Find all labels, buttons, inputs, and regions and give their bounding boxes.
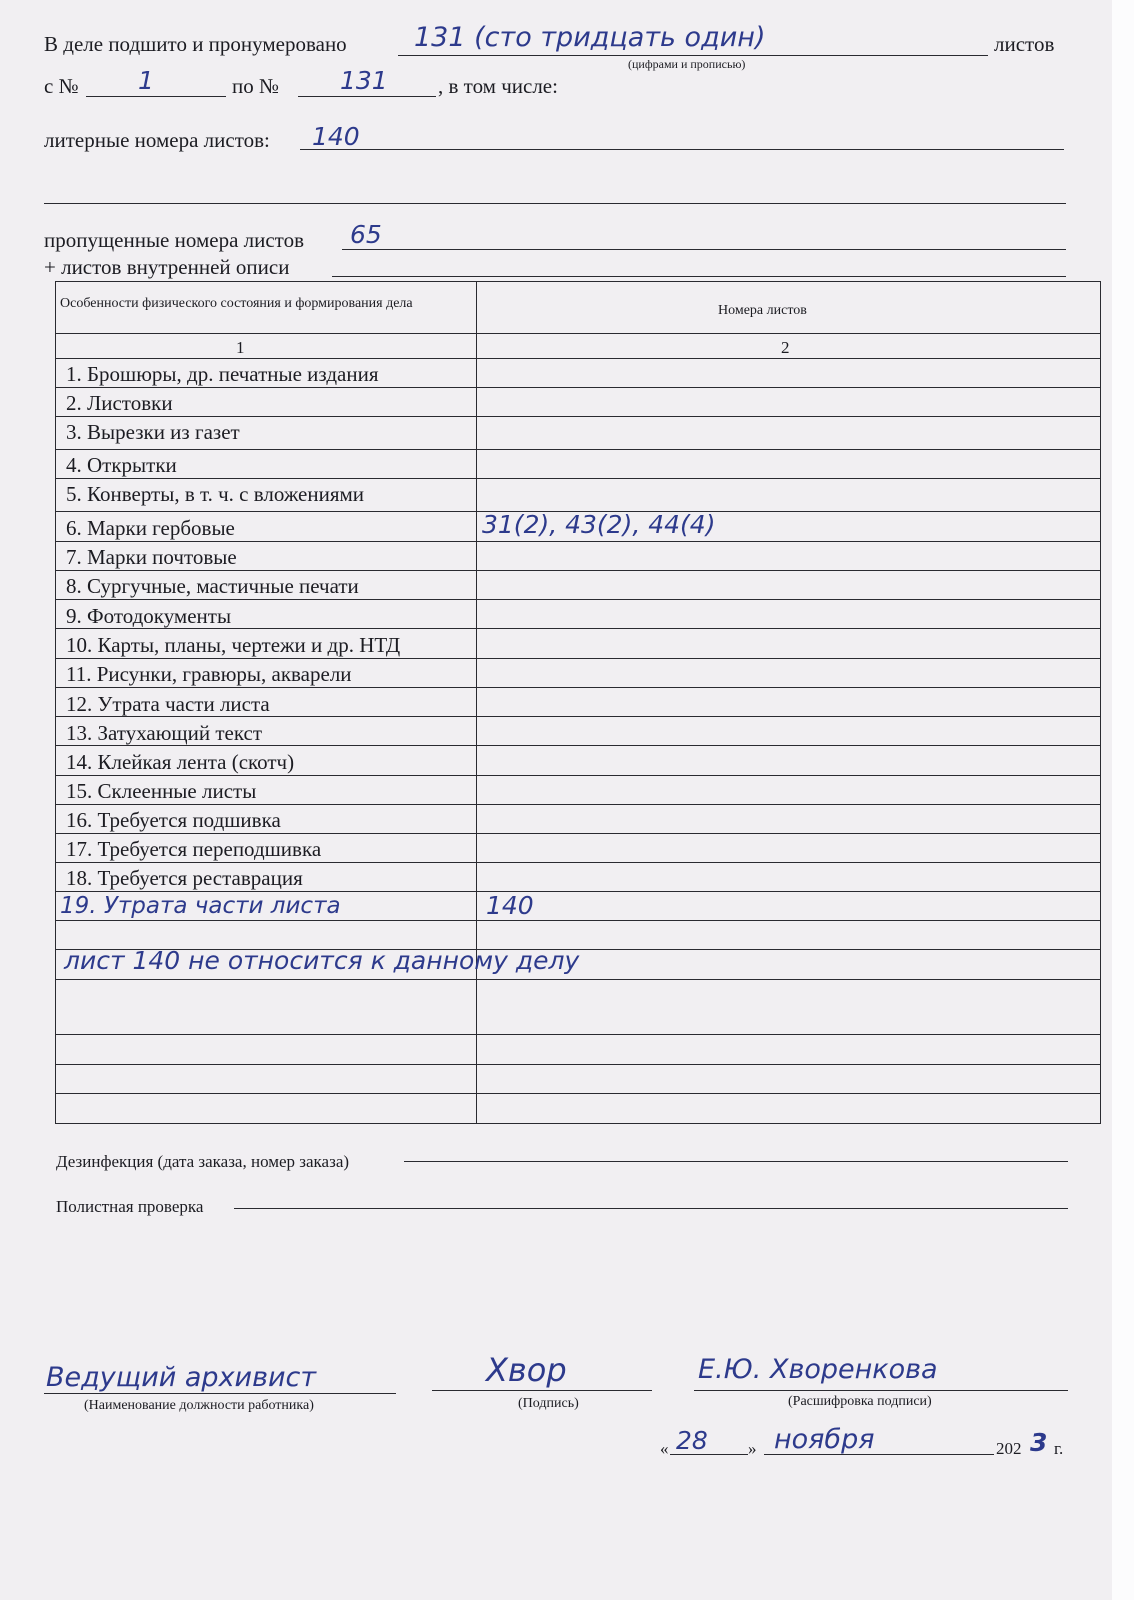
quote-open: «	[660, 1439, 669, 1458]
table-rule	[55, 449, 1101, 450]
note-text: лист 140 не относится к данному делу	[64, 946, 580, 975]
table-rule	[55, 1034, 1101, 1035]
from-label: с №	[44, 74, 79, 98]
to-underline	[298, 96, 436, 97]
table-rule	[55, 862, 1101, 863]
table-rule	[55, 687, 1101, 688]
table-row-label: 12. Утрата части листа	[66, 692, 270, 716]
table-rule	[55, 416, 1101, 417]
table-rule	[55, 541, 1101, 542]
table-row-label: 14. Клейкая лента (скотч)	[66, 750, 295, 774]
table-row-label: 15. Склеенные листы	[66, 779, 257, 803]
table-rule	[55, 920, 1101, 921]
table-row-label: 13. Затухающий текст	[66, 721, 263, 745]
check-label: Полистная проверка	[56, 1197, 204, 1216]
column-divider	[476, 281, 477, 1124]
table-rule	[55, 570, 1101, 571]
table-row-label: 4. Открытки	[66, 453, 177, 477]
name-value: Е.Ю. Хворенкова	[698, 1354, 938, 1385]
liter-underline	[300, 149, 1064, 150]
table-rule	[55, 628, 1101, 629]
table-row-label: 6. Марки гербовые	[66, 516, 235, 540]
disinfection-label: Дезинфекция (дата заказа, номер заказа)	[56, 1152, 350, 1171]
table-row-label: 11. Рисунки, гравюры, акварели	[66, 662, 352, 686]
from-underline	[86, 96, 226, 97]
table-row-label: 8. Сургучные, мастичные печати	[66, 574, 359, 598]
table-rule	[55, 1064, 1101, 1065]
table-rule	[55, 387, 1101, 388]
liter-label: литерные номера листов:	[44, 128, 270, 152]
check-underline	[234, 1208, 1068, 1209]
day-value: 28	[676, 1426, 708, 1455]
extra-row-value: 140	[486, 891, 534, 920]
table-rule	[55, 833, 1101, 834]
table-row-value: 31(2), 43(2), 44(4)	[482, 510, 716, 539]
table-row-label: 18. Требуется реставрация	[66, 866, 303, 890]
col2-number: 2	[781, 338, 790, 357]
table-row-label: 1. Брошюры, др. печатные издания	[66, 362, 379, 386]
col2-header: Номера листов	[718, 303, 807, 318]
table-rule	[55, 1093, 1101, 1094]
table-rule	[55, 745, 1101, 746]
to-label: по №	[232, 74, 280, 98]
position-hint: (Наименование должности работника)	[84, 1398, 314, 1413]
table-row-label: 5. Конверты, в т. ч. с вложениями	[66, 482, 365, 506]
table-row-label: 10. Карты, планы, чертежи и др. НТД	[66, 633, 401, 657]
quote-close: »	[748, 1439, 757, 1458]
table-rule	[55, 775, 1101, 776]
signature-value: Хвор	[486, 1351, 567, 1389]
liter-value: 140	[312, 122, 360, 151]
year-suffix: г.	[1054, 1439, 1064, 1458]
table-row-label: 16. Требуется подшивка	[66, 808, 281, 832]
incl-label: , в том числе:	[438, 74, 558, 98]
name-hint: (Расшифровка подписи)	[788, 1394, 932, 1409]
bound-underline	[398, 55, 988, 56]
name-underline	[694, 1390, 1068, 1391]
position-value: Ведущий архивист	[46, 1362, 317, 1393]
table-rule	[55, 358, 1101, 359]
signature-underline	[432, 1390, 652, 1391]
extra-row-label: 19. Утрата части листа	[60, 893, 341, 919]
missing-label: пропущенные номера листов	[44, 228, 304, 252]
table-rule	[55, 333, 1101, 334]
table-row-label: 2. Листовки	[66, 391, 173, 415]
table-row-label: 3. Вырезки из газет	[66, 420, 240, 444]
to-value: 131	[340, 66, 388, 95]
table-row-label: 7. Марки почтовые	[66, 545, 237, 569]
col1-number: 1	[236, 338, 245, 357]
table-rule	[55, 478, 1101, 479]
inner-label: + листов внутренней описи	[44, 255, 290, 279]
inner-underline	[332, 276, 1066, 277]
table-row-label: 9. Фотодокументы	[66, 604, 232, 628]
month-value: ноября	[774, 1424, 875, 1455]
year-prefix: 202	[996, 1439, 1022, 1458]
table-row-label: 17. Требуется переподшивка	[66, 837, 322, 861]
col1-header: Особенности физического состояния и формирования дела	[60, 296, 413, 311]
table-rule	[55, 979, 1101, 980]
from-value: 1	[138, 66, 154, 95]
position-underline	[44, 1393, 396, 1394]
page-edge	[1112, 0, 1134, 1600]
table-rule	[55, 658, 1101, 659]
table-rule	[55, 599, 1101, 600]
table-rule	[55, 716, 1101, 717]
disinfection-underline	[404, 1161, 1068, 1162]
missing-underline	[342, 249, 1066, 250]
table-rule	[55, 891, 1101, 892]
table-rule	[55, 804, 1101, 805]
bound-hint: (цифрами и прописью)	[628, 57, 746, 71]
bound-suffix: листов	[994, 32, 1055, 56]
signature-hint: (Подпись)	[518, 1396, 579, 1411]
year-digit: 3	[1030, 1428, 1048, 1457]
bound-value: 131 (сто тридцать один)	[414, 22, 766, 53]
missing-value: 65	[350, 220, 382, 249]
blank-line	[44, 203, 1066, 204]
bound-label: В деле подшито и пронумеровано	[44, 32, 347, 56]
